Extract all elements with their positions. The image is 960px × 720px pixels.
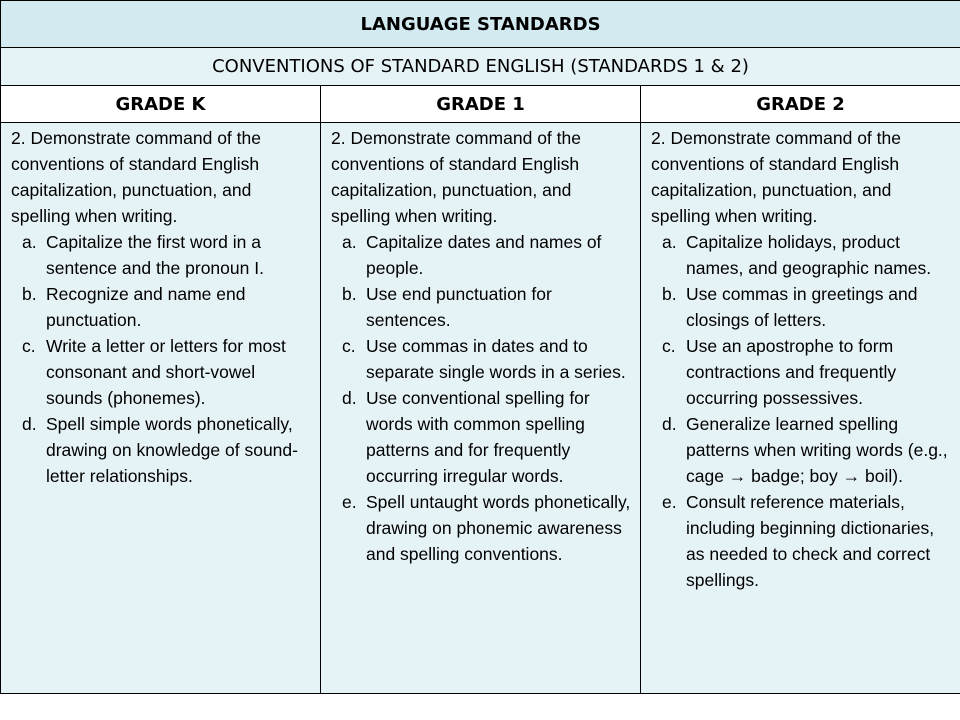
grade-2-intro: 2. Demonstrate command of the conventions of standard English capitalization, punctuation, and spelling when writing.: [651, 128, 901, 226]
grade-1-header: GRADE 1: [321, 86, 641, 123]
list-item: [331, 333, 632, 385]
item-text: Use an apostrophe to form contractions and frequently occurring possessives.: [686, 336, 897, 408]
item-label: d.: [662, 414, 677, 434]
list-item: [651, 411, 952, 489]
item-text: Use end punctuation for sentences.: [366, 284, 552, 330]
list-item: [651, 333, 952, 411]
grade-1-cell: [321, 123, 641, 694]
item-text: Consult reference materials, including beginning dictionaries, as needed to check and correct spellings.: [686, 492, 935, 590]
grade-1-intro: 2. Demonstrate command of the conventions of standard English capitalization, punctuation, and spelling when writing.: [331, 128, 581, 226]
item-label: e.: [662, 492, 677, 512]
grade-2-cell: [641, 123, 960, 694]
list-item: [651, 489, 952, 593]
grade-k-intro: 2. Demonstrate command of the conventions of standard English capitalization, punctuation, and spelling when writing.: [11, 128, 261, 226]
item-text: Recognize and name end punctuation.: [46, 284, 246, 330]
item-label: a.: [22, 232, 37, 252]
item-label: d.: [342, 388, 357, 408]
grade-k-header: GRADE K: [1, 86, 321, 123]
standards-body-row: [1, 123, 960, 694]
item-label: a.: [342, 232, 357, 252]
list-item: [11, 411, 312, 489]
item-text: Use conventional spelling for words with common spelling patterns and for frequently occurring irregular words.: [366, 388, 590, 486]
list-item: [651, 229, 952, 281]
item-label: a.: [662, 232, 677, 252]
item-label: b.: [662, 284, 677, 304]
table-title: LANGUAGE STANDARDS: [1, 1, 960, 48]
item-label: c.: [662, 336, 676, 356]
list-item: [331, 229, 632, 281]
list-item: [11, 333, 312, 411]
grade-k-cell: [1, 123, 321, 694]
item-label: b.: [22, 284, 37, 304]
list-item: [331, 385, 632, 489]
grade-k-items: [11, 229, 312, 489]
item-text: Capitalize holidays, product names, and geographic names.: [686, 232, 932, 278]
item-label: c.: [342, 336, 356, 356]
item-label: e.: [342, 492, 357, 512]
item-text: Spell simple words phonetically, drawing on knowledge of sound-letter relationships.: [46, 414, 298, 486]
item-text: Use commas in greetings and closings of letters.: [686, 284, 918, 330]
list-item: [331, 489, 632, 567]
table-subtitle: CONVENTIONS OF STANDARD ENGLISH (STANDARDS 1 & 2): [1, 48, 960, 86]
item-text: Capitalize the first word in a sentence and the pronoun I.: [46, 232, 264, 278]
item-label: b.: [342, 284, 357, 304]
item-text: Capitalize dates and names of people.: [366, 232, 602, 278]
list-item: [651, 281, 952, 333]
title-row: [1, 1, 960, 48]
grade-header-row: [1, 86, 960, 123]
grade-1-items: [331, 229, 632, 567]
item-label: c.: [22, 336, 36, 356]
item-text: Write a letter or letters for most consonant and short-vowel sounds (phonemes).: [46, 336, 286, 408]
list-item: [331, 281, 632, 333]
item-text: Spell untaught words phonetically, drawing on phonemic awareness and spelling conventions.: [366, 492, 631, 564]
grade-2-header: GRADE 2: [641, 86, 960, 123]
list-item: [11, 281, 312, 333]
item-label: d.: [22, 414, 37, 434]
subtitle-row: [1, 48, 960, 86]
grade-2-items: [651, 229, 952, 593]
list-item: [11, 229, 312, 281]
item-text: Use commas in dates and to separate single words in a series.: [366, 336, 626, 382]
item-text: Generalize learned spelling patterns when writing words (e.g., cage → badge; boy → boil).: [686, 414, 948, 486]
